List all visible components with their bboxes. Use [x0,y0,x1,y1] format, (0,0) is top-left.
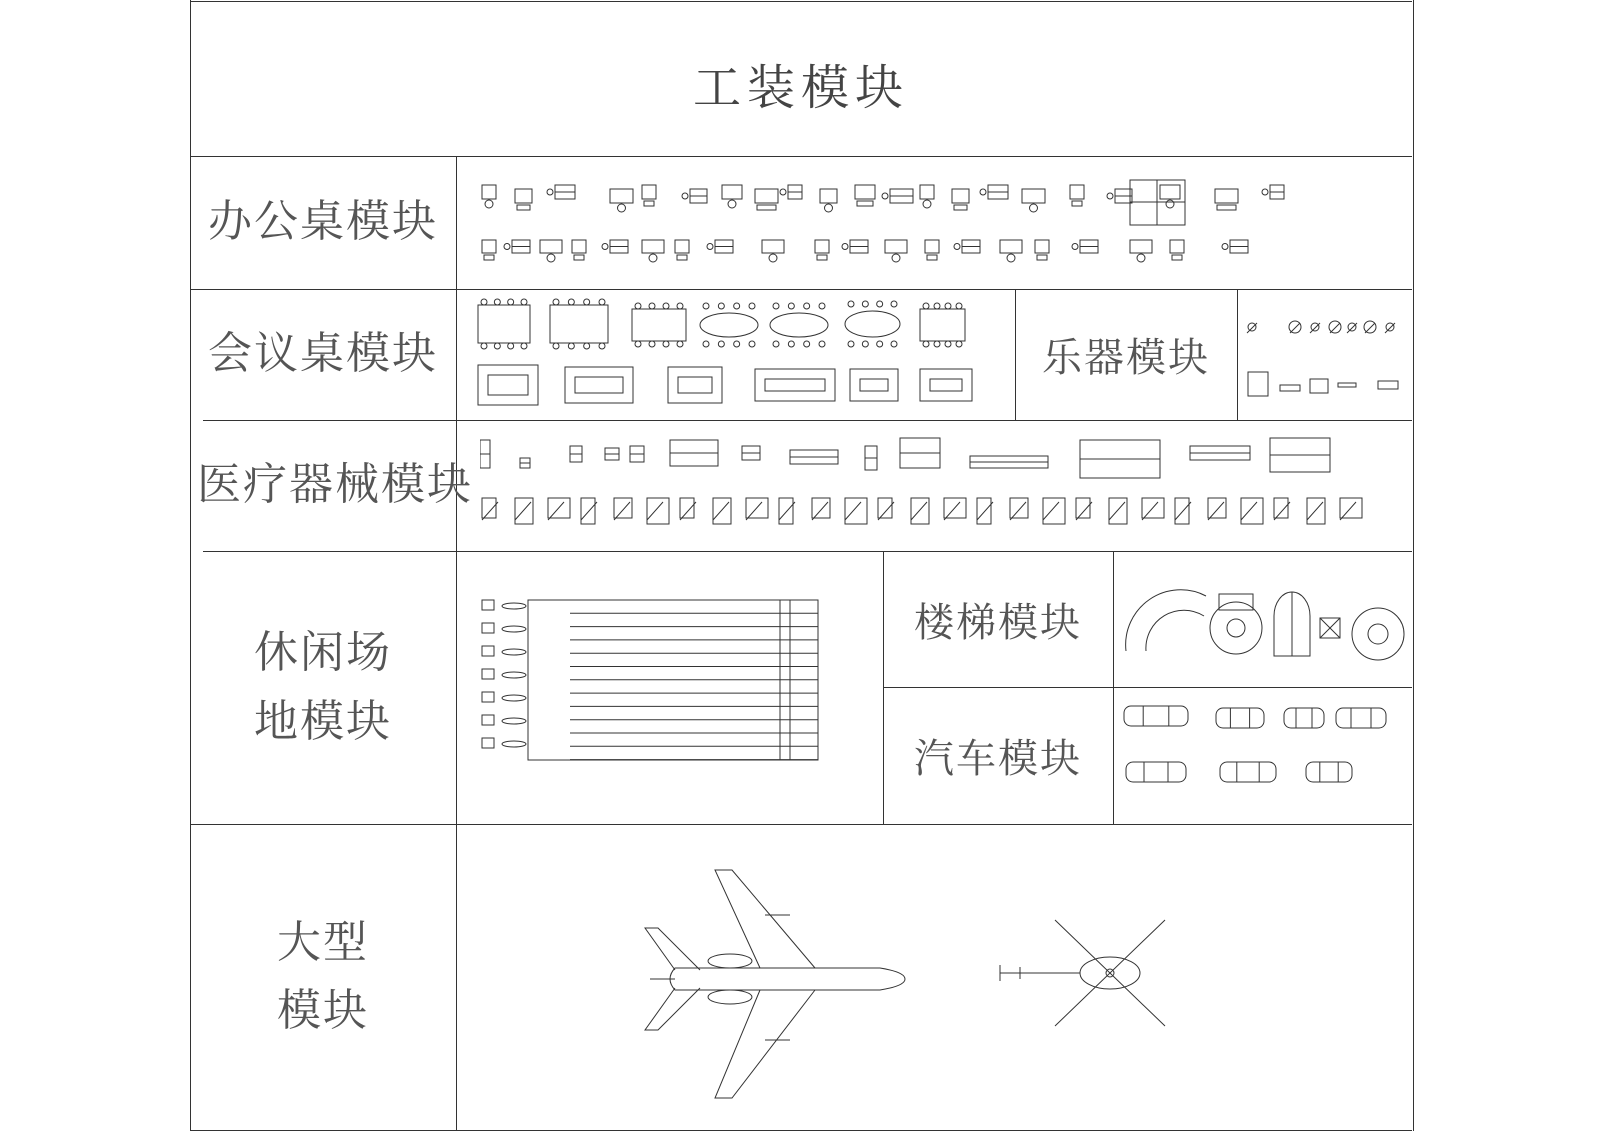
medical-equipment-symbol [713,498,731,524]
office-desk-symbol [504,240,530,253]
medical-equipment-symbol [1208,498,1226,520]
bowling-seat-symbol [482,692,526,702]
medical-equipment-symbol [515,498,533,524]
conference-table-symbol [668,367,722,403]
conference-table-symbol [550,299,608,349]
curved-stair-symbol [1274,592,1310,656]
instrument-symbol [1347,323,1357,333]
office-desk-symbol [885,240,907,262]
medical-equipment-symbol [1043,498,1065,524]
leisure-label-line1: 休闲场 [254,627,392,679]
car-symbol [1126,762,1186,782]
car-symbol [1336,708,1386,728]
bowling-seat-symbol [482,669,526,679]
office-desk-symbol [722,185,742,208]
medical-equipment-symbol [1190,446,1250,460]
medical-equipment-symbol [977,498,993,524]
large-label [190,824,456,1130]
medical-equipment-symbol [911,498,929,524]
medical-equipment-symbol [944,498,966,520]
instrument-symbol [1329,321,1341,333]
medical-equipment-symbol [1340,498,1362,520]
office-desk-symbol [842,240,868,253]
helicopter-icon [1000,920,1165,1026]
office-desk-symbol [482,240,496,260]
sheet-title-text: 工装模块 [692,59,909,116]
medical-equipment-symbol [630,446,644,462]
large-label-line1: 大型 [277,916,369,968]
airplane-icon [645,870,905,1098]
medical-equipment-symbol [614,498,632,520]
office-desk-symbol [755,189,778,210]
medical-equipment-symbol [790,450,838,464]
label-column-line [456,156,457,1131]
instrument-symbol [1248,372,1268,396]
medical-equipment-symbol [647,498,669,524]
office-desk-symbol [1000,240,1022,262]
medical-equipment-symbol [878,498,894,520]
office-desk-symbol [820,189,837,212]
office-desk-symbol [920,185,934,208]
instrument-symbol [1247,323,1257,333]
instrument-symbol [1338,383,1356,387]
instrument-symbols [1240,297,1410,415]
medical-label [190,420,480,551]
medical-equipment-symbol [970,456,1048,468]
stairs-label [883,551,1113,687]
office-desk-symbol [547,185,575,199]
medical-equipment-symbol [480,440,490,468]
cars-label [883,687,1113,824]
medical-equipment-symbol [1241,498,1263,524]
frame-top-line [190,1,1412,2]
stair-symbols [1116,556,1410,684]
instrument-symbol [1310,323,1320,333]
conference-table-symbol [478,299,530,349]
instrument-symbol [1364,321,1376,333]
office-desk-symbols [470,165,1410,283]
medical-equipment-symbol [1109,498,1127,524]
office-desk-symbol [1262,185,1284,199]
car-symbol [1216,708,1264,728]
medical-equipment-symbol [812,498,830,520]
medical-equipment-symbol [1076,498,1092,520]
car-symbol [1306,762,1352,782]
office-desk-symbol [815,240,829,260]
office-desk-symbol [954,240,980,253]
office-desk-symbol [1035,240,1049,260]
office-desk-label-text: 办公桌模块 [208,196,438,248]
bowling-seat-symbol [482,623,526,633]
office-desk-symbol [1222,240,1248,253]
instrument-symbol [1310,379,1328,393]
instrument-symbol [1280,385,1300,391]
medical-equipment-symbol [900,438,940,468]
workstation-cluster-symbol [1130,180,1185,225]
leisure-label-line2: 地模块 [254,695,392,747]
office-desk-symbol [1215,189,1238,210]
medical-equipment-symbol [1274,498,1290,520]
conference-table-symbol [920,369,972,401]
office-desk-symbol [1022,189,1045,212]
medical-equipment-symbol [845,498,867,524]
office-desk-symbol [980,185,1008,199]
leisure-label [190,551,456,824]
medical-equipment-symbol [482,498,498,520]
office-desk-symbol [482,185,496,208]
medical-equipment-symbol [570,446,582,462]
office-desk-symbol [682,189,707,203]
office-desk-symbol [780,185,802,199]
conference-table-symbol [850,369,898,401]
bowling-seat-symbol [482,646,526,656]
medical-equipment-symbol [865,446,877,470]
instrument-symbol [1378,381,1398,389]
car-symbol [1284,708,1324,728]
office-desk-symbol [882,189,913,203]
conference-table-symbol [770,303,828,347]
conference-table-label [190,289,456,420]
stairs-label-text: 楼梯模块 [914,599,1082,646]
medical-equipment-symbol [548,498,570,520]
conference-table-symbol [920,303,965,347]
office-desk-label [190,156,456,289]
conference-table-symbol [700,303,758,347]
divider-stairs-icons [1113,551,1114,824]
office-desk-symbol [642,240,664,262]
office-desk-symbol [1072,240,1098,253]
large-label-line2: 模块 [277,985,369,1036]
leisure-bowling-lanes [470,560,880,820]
instrument-symbol [1385,323,1395,333]
conference-table-symbol [845,301,900,347]
office-desk-symbol [1130,240,1152,262]
medical-equipment-symbol [779,498,795,524]
medical-symbols [480,428,1410,546]
conference-table-symbols [470,297,1010,415]
instruments-label [1015,289,1237,420]
square-stair-symbol [1320,618,1340,638]
medical-equipment-symbol [1270,438,1330,472]
divider-instrument-icons [1237,289,1238,420]
office-desk-symbol [762,240,784,262]
conference-table-label-text: 会议桌模块 [208,328,438,380]
office-desk-symbol [952,189,969,210]
helix-stair-symbol [1352,608,1404,660]
office-desk-symbol [855,185,875,206]
car-symbol [1220,762,1276,782]
office-desk-symbol [642,185,656,206]
conference-table-symbol [755,369,835,401]
spiral-stair-symbol [1126,590,1206,651]
office-desk-symbol [707,240,733,253]
office-desk-symbol [540,240,562,262]
office-desk-symbol [602,240,628,253]
medical-equipment-symbol [520,458,530,468]
office-desk-symbol [515,189,532,210]
instrument-symbol [1289,321,1301,333]
medical-equipment-symbol [1175,498,1191,524]
medical-equipment-symbol [680,498,696,520]
bowling-seat-symbol [482,600,526,610]
medical-equipment-symbol [1307,498,1325,524]
medical-equipment-symbol [605,448,619,460]
medical-equipment-symbol [1010,498,1028,520]
office-desk-symbol [925,240,939,260]
office-desk-symbol [572,240,586,260]
medical-equipment-symbol [742,446,760,460]
medical-equipment-symbol [670,440,718,466]
conference-table-symbol [478,365,538,405]
bowling-seat-symbol [482,715,526,725]
office-desk-symbol [1170,240,1184,260]
cars-label-text: 汽车模块 [914,736,1082,782]
car-symbol [1124,706,1188,726]
bowling-seat-symbol [482,738,526,748]
instruments-label-text: 乐器模块 [1042,335,1210,381]
office-desk-symbol [610,189,633,212]
medical-equipment-symbol [746,498,768,520]
office-desk-symbol [1160,185,1180,208]
office-desk-symbol [1107,189,1132,203]
conference-table-symbol [632,303,686,347]
sheet-title [190,10,1412,156]
office-desk-symbol [1070,185,1084,206]
large-vehicle-symbols [460,830,1410,1128]
medical-equipment-symbol [1080,440,1160,478]
conference-table-symbol [565,367,633,403]
car-symbols [1116,690,1410,820]
office-desk-symbol [675,240,689,260]
medical-label-text: 医疗器械模块 [197,459,473,511]
medical-equipment-symbol [1142,498,1164,520]
medical-equipment-symbol [581,498,597,524]
round-stair-symbol [1210,594,1262,654]
